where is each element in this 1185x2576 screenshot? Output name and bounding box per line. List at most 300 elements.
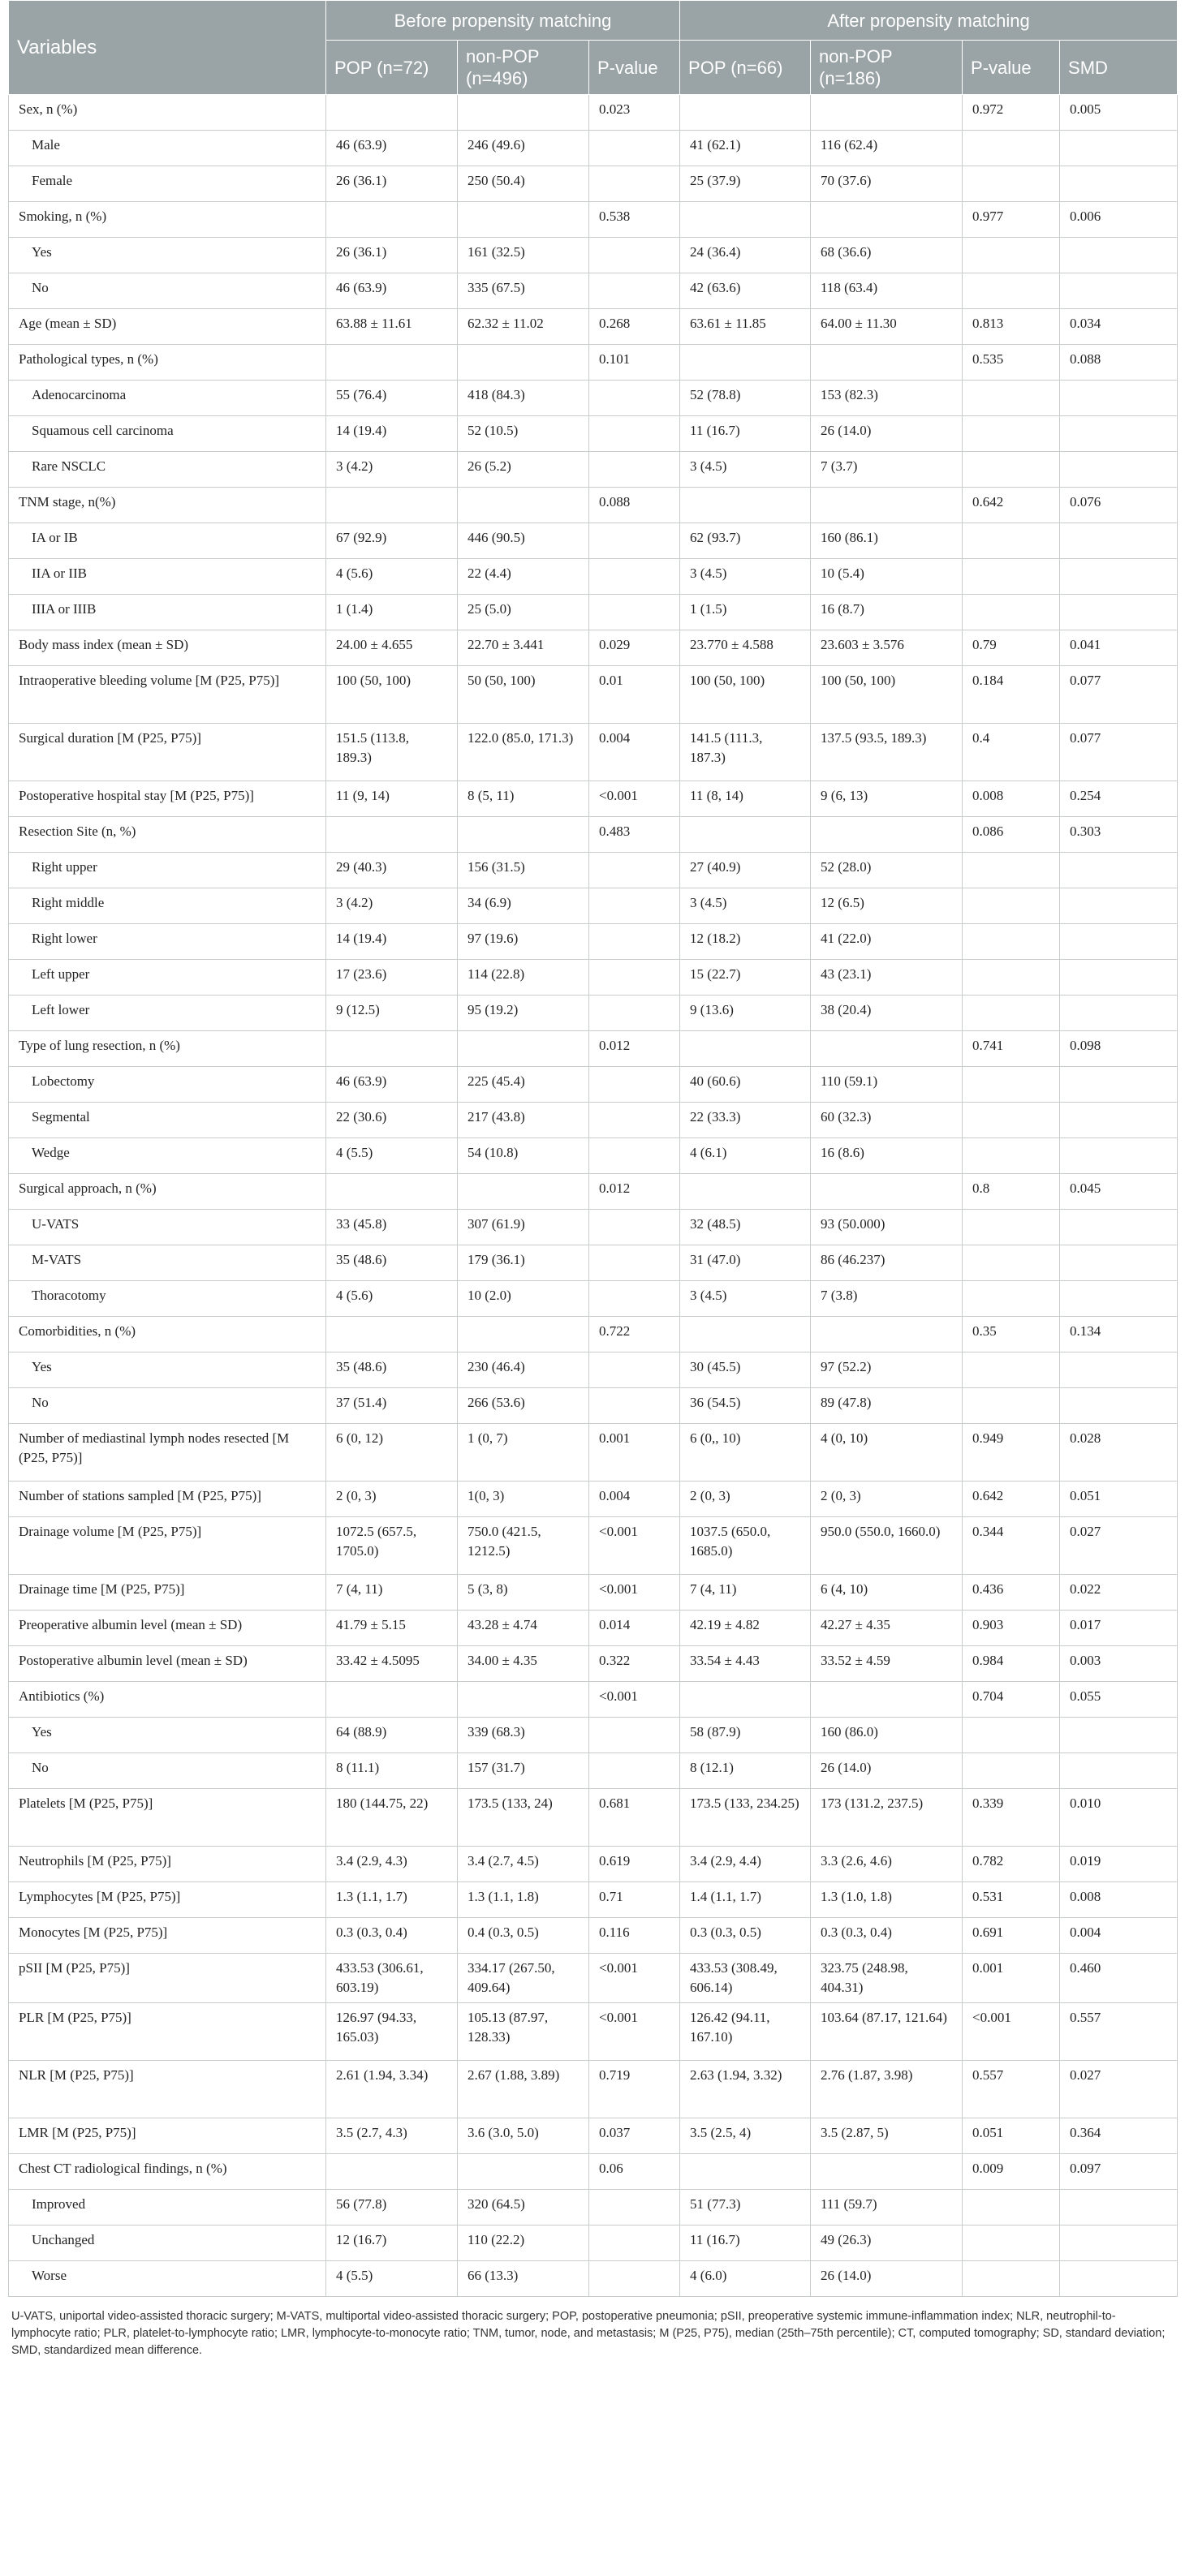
table-cell bbox=[326, 1174, 458, 1210]
table-cell: 151.5 (113.8, 189.3) bbox=[326, 724, 458, 781]
table-cell: 60 (32.3) bbox=[811, 1103, 963, 1138]
table-cell bbox=[589, 273, 680, 309]
table-row bbox=[9, 1031, 1178, 1067]
table-cell: 0.460 bbox=[1060, 1954, 1178, 2003]
table-row bbox=[9, 1103, 1178, 1138]
table-cell: 433.53 (306.61, 603.19) bbox=[326, 1954, 458, 2003]
table-cell bbox=[1060, 381, 1178, 416]
table-cell: 0.436 bbox=[963, 1575, 1060, 1611]
table-cell bbox=[1060, 1353, 1178, 1388]
row-sublabel: Squamous cell carcinoma bbox=[9, 416, 326, 452]
table-cell bbox=[680, 345, 811, 381]
table-cell: 63.61 ± 11.85 bbox=[680, 309, 811, 345]
table-cell: 14 (19.4) bbox=[326, 416, 458, 452]
table-cell: 89 (47.8) bbox=[811, 1388, 963, 1424]
table-cell: 0.051 bbox=[963, 2118, 1060, 2154]
row-label: Age (mean ± SD) bbox=[9, 309, 326, 345]
table-cell bbox=[963, 2226, 1060, 2261]
table-cell bbox=[811, 2154, 963, 2190]
table-row bbox=[9, 781, 1178, 817]
table-cell: 173.5 (133, 234.25) bbox=[680, 1789, 811, 1847]
table-cell: 63.88 ± 11.61 bbox=[326, 309, 458, 345]
row-sublabel: Left lower bbox=[9, 996, 326, 1031]
table-row bbox=[9, 166, 1178, 202]
table-cell bbox=[1060, 131, 1178, 166]
table-cell bbox=[589, 452, 680, 488]
table-cell: 3.4 (2.7, 4.5) bbox=[458, 1847, 589, 1882]
table-cell: 22 (30.6) bbox=[326, 1103, 458, 1138]
table-cell: 0.344 bbox=[963, 1517, 1060, 1575]
table-cell bbox=[589, 416, 680, 452]
table-cell: 266 (53.6) bbox=[458, 1388, 589, 1424]
table-cell: 230 (46.4) bbox=[458, 1353, 589, 1388]
table-cell bbox=[458, 345, 589, 381]
column-header: SMD bbox=[1060, 41, 1178, 95]
table-cell: 3 (4.2) bbox=[326, 452, 458, 488]
table-row bbox=[9, 1245, 1178, 1281]
table-cell bbox=[1060, 523, 1178, 559]
table-cell bbox=[963, 1210, 1060, 1245]
table-cell bbox=[589, 523, 680, 559]
table-cell bbox=[1060, 559, 1178, 595]
table-cell bbox=[963, 2190, 1060, 2226]
table-row bbox=[9, 2190, 1178, 2226]
table-cell: 0.023 bbox=[589, 95, 680, 131]
row-sublabel: Thoracotomy bbox=[9, 1281, 326, 1317]
row-label: Drainage volume [M (P25, P75)] bbox=[9, 1517, 326, 1575]
row-sublabel: No bbox=[9, 273, 326, 309]
table-cell: 0.4 bbox=[963, 724, 1060, 781]
table-row bbox=[9, 488, 1178, 523]
table-cell bbox=[458, 95, 589, 131]
table-cell: 180 (144.75, 22) bbox=[326, 1789, 458, 1847]
table-cell bbox=[1060, 853, 1178, 888]
table-cell: 97 (19.6) bbox=[458, 924, 589, 960]
table-cell bbox=[963, 166, 1060, 202]
row-sublabel: Wedge bbox=[9, 1138, 326, 1174]
table-row bbox=[9, 238, 1178, 273]
table-cell: 0.012 bbox=[589, 1174, 680, 1210]
table-cell: 0.619 bbox=[589, 1847, 680, 1882]
row-sublabel: Lobectomy bbox=[9, 1067, 326, 1103]
table-cell bbox=[589, 595, 680, 630]
table-cell: 24.00 ± 4.655 bbox=[326, 630, 458, 666]
table-cell: 0.704 bbox=[963, 1682, 1060, 1718]
table-cell: <0.001 bbox=[589, 2003, 680, 2061]
table-row bbox=[9, 1517, 1178, 1575]
table-cell: 23.770 ± 4.588 bbox=[680, 630, 811, 666]
row-label: Neutrophils [M (P25, P75)] bbox=[9, 1847, 326, 1882]
table-cell bbox=[589, 1281, 680, 1317]
table-cell: 33.42 ± 4.5095 bbox=[326, 1646, 458, 1682]
table-cell bbox=[811, 1174, 963, 1210]
table-cell: 36 (54.5) bbox=[680, 1388, 811, 1424]
table-cell: 126.97 (94.33, 165.03) bbox=[326, 2003, 458, 2061]
table-cell bbox=[680, 202, 811, 238]
table-cell bbox=[458, 1317, 589, 1353]
table-cell bbox=[1060, 273, 1178, 309]
table-cell: 0.719 bbox=[589, 2061, 680, 2118]
table-cell: 950.0 (550.0, 1660.0) bbox=[811, 1517, 963, 1575]
table-cell bbox=[458, 2154, 589, 2190]
table-cell: 0.535 bbox=[963, 345, 1060, 381]
table-cell: 0.001 bbox=[963, 1954, 1060, 2003]
table-cell: 0.8 bbox=[963, 1174, 1060, 1210]
table-cell: 105.13 (87.97, 128.33) bbox=[458, 2003, 589, 2061]
table-cell bbox=[963, 238, 1060, 273]
table-row bbox=[9, 1646, 1178, 1682]
variables-header: Variables bbox=[9, 1, 326, 95]
table-cell: 55 (76.4) bbox=[326, 381, 458, 416]
table-cell bbox=[1060, 1281, 1178, 1317]
table-cell bbox=[326, 1031, 458, 1067]
table-cell bbox=[1060, 1103, 1178, 1138]
row-label: Number of stations sampled [M (P25, P75)] bbox=[9, 1482, 326, 1517]
row-label: LMR [M (P25, P75)] bbox=[9, 2118, 326, 2154]
table-cell bbox=[1060, 1138, 1178, 1174]
table-cell: 12 (18.2) bbox=[680, 924, 811, 960]
table-cell: 0.055 bbox=[1060, 1682, 1178, 1718]
table-cell: 27 (40.9) bbox=[680, 853, 811, 888]
column-header: non-POP (n=496) bbox=[458, 41, 589, 95]
table-cell: 11 (8, 14) bbox=[680, 781, 811, 817]
table-cell: 64 (88.9) bbox=[326, 1718, 458, 1753]
table-container bbox=[8, 0, 1177, 2359]
table-cell: 0.903 bbox=[963, 1611, 1060, 1646]
table-cell: 307 (61.9) bbox=[458, 1210, 589, 1245]
table-row bbox=[9, 595, 1178, 630]
table-cell: 35 (48.6) bbox=[326, 1353, 458, 1388]
table-cell: 0.722 bbox=[589, 1317, 680, 1353]
table-cell: 14 (19.4) bbox=[326, 924, 458, 960]
table-cell bbox=[589, 888, 680, 924]
table-header bbox=[9, 1, 1178, 95]
table-cell: 16 (8.7) bbox=[811, 595, 963, 630]
table-cell: 43.28 ± 4.74 bbox=[458, 1611, 589, 1646]
table-cell bbox=[589, 1103, 680, 1138]
table-cell: 0.3 (0.3, 0.4) bbox=[326, 1918, 458, 1954]
row-label: pSII [M (P25, P75)] bbox=[9, 1954, 326, 2003]
table-cell: 8 (5, 11) bbox=[458, 781, 589, 817]
row-label: Surgical approach, n (%) bbox=[9, 1174, 326, 1210]
table-row bbox=[9, 1317, 1178, 1353]
table-cell bbox=[1060, 924, 1178, 960]
table-cell: 52 (10.5) bbox=[458, 416, 589, 452]
table-cell: 0.339 bbox=[963, 1789, 1060, 1847]
table-cell bbox=[589, 924, 680, 960]
table-row bbox=[9, 1353, 1178, 1388]
table-cell: 156 (31.5) bbox=[458, 853, 589, 888]
table-cell: 17 (23.6) bbox=[326, 960, 458, 996]
table-cell: 30 (45.5) bbox=[680, 1353, 811, 1388]
table-cell: 114 (22.8) bbox=[458, 960, 589, 996]
table-cell: 23.603 ± 3.576 bbox=[811, 630, 963, 666]
table-cell: 3.4 (2.9, 4.3) bbox=[326, 1847, 458, 1882]
table-cell: 750.0 (421.5, 1212.5) bbox=[458, 1517, 589, 1575]
table-cell: <0.001 bbox=[963, 2003, 1060, 2061]
table-cell: 1.3 (1.0, 1.8) bbox=[811, 1882, 963, 1918]
table-cell: 0.012 bbox=[589, 1031, 680, 1067]
table-cell: 6 (4, 10) bbox=[811, 1575, 963, 1611]
table-cell bbox=[458, 1031, 589, 1067]
table-cell: 33.54 ± 4.43 bbox=[680, 1646, 811, 1682]
table-cell: 0.538 bbox=[589, 202, 680, 238]
table-cell bbox=[1060, 1388, 1178, 1424]
table-cell: 41 (22.0) bbox=[811, 924, 963, 960]
table-cell: 0.086 bbox=[963, 817, 1060, 853]
row-sublabel: No bbox=[9, 1753, 326, 1789]
table-cell bbox=[811, 95, 963, 131]
table-cell: 157 (31.7) bbox=[458, 1753, 589, 1789]
table-cell bbox=[811, 1682, 963, 1718]
table-row bbox=[9, 416, 1178, 452]
table-cell: 0.017 bbox=[1060, 1611, 1178, 1646]
table-cell: 0.184 bbox=[963, 666, 1060, 724]
table-cell bbox=[963, 381, 1060, 416]
table-cell: 2 (0, 3) bbox=[811, 1482, 963, 1517]
table-cell: 52 (78.8) bbox=[680, 381, 811, 416]
table-cell bbox=[963, 996, 1060, 1031]
table-cell: 33 (45.8) bbox=[326, 1210, 458, 1245]
table-cell: 0.4 (0.3, 0.5) bbox=[458, 1918, 589, 1954]
table-cell: 122.0 (85.0, 171.3) bbox=[458, 724, 589, 781]
table-cell: 0.005 bbox=[1060, 95, 1178, 131]
table-cell: 111 (59.7) bbox=[811, 2190, 963, 2226]
table-cell: 26 (14.0) bbox=[811, 416, 963, 452]
table-cell: 433.53 (308.49, 606.14) bbox=[680, 1954, 811, 2003]
table-cell: 0.977 bbox=[963, 202, 1060, 238]
row-sublabel: IIIA or IIIB bbox=[9, 595, 326, 630]
table-cell bbox=[589, 381, 680, 416]
table-cell: 32 (48.5) bbox=[680, 1210, 811, 1245]
table-row bbox=[9, 1718, 1178, 1753]
table-cell: 7 (4, 11) bbox=[326, 1575, 458, 1611]
table-cell: 86 (46.237) bbox=[811, 1245, 963, 1281]
table-cell: 0.014 bbox=[589, 1611, 680, 1646]
table-cell: 4 (5.5) bbox=[326, 2261, 458, 2297]
table-cell: 33.52 ± 4.59 bbox=[811, 1646, 963, 1682]
table-body bbox=[9, 95, 1178, 2297]
table-cell bbox=[1060, 960, 1178, 996]
table-cell: 58 (87.9) bbox=[680, 1718, 811, 1753]
table-cell: 0.984 bbox=[963, 1646, 1060, 1682]
table-cell: 0.028 bbox=[1060, 1424, 1178, 1482]
row-label: Preoperative albumin level (mean ± SD) bbox=[9, 1611, 326, 1646]
table-cell: 0.008 bbox=[1060, 1882, 1178, 1918]
row-label: Drainage time [M (P25, P75)] bbox=[9, 1575, 326, 1611]
table-cell: 2.76 (1.87, 3.98) bbox=[811, 2061, 963, 2118]
table-cell bbox=[589, 1245, 680, 1281]
table-cell: 3.6 (3.0, 5.0) bbox=[458, 2118, 589, 2154]
table-cell: 110 (22.2) bbox=[458, 2226, 589, 2261]
table-row bbox=[9, 1210, 1178, 1245]
column-header: POP (n=66) bbox=[680, 41, 811, 95]
table-cell: 100 (50, 100) bbox=[326, 666, 458, 724]
table-cell: 0.029 bbox=[589, 630, 680, 666]
table-cell: 26 (36.1) bbox=[326, 238, 458, 273]
table-row bbox=[9, 1482, 1178, 1517]
table-cell: 0.949 bbox=[963, 1424, 1060, 1482]
row-label: PLR [M (P25, P75)] bbox=[9, 2003, 326, 2061]
table-cell: 1.3 (1.1, 1.7) bbox=[326, 1882, 458, 1918]
table-cell: 2 (0, 3) bbox=[680, 1482, 811, 1517]
table-cell: 31 (47.0) bbox=[680, 1245, 811, 1281]
table-cell: 26 (14.0) bbox=[811, 1753, 963, 1789]
table-cell: 34.00 ± 4.35 bbox=[458, 1646, 589, 1682]
table-cell bbox=[811, 202, 963, 238]
table-cell bbox=[811, 488, 963, 523]
table-cell: 0.077 bbox=[1060, 724, 1178, 781]
row-label: Pathological types, n (%) bbox=[9, 345, 326, 381]
table-cell: 3.5 (2.7, 4.3) bbox=[326, 2118, 458, 2154]
table-cell: 70 (37.6) bbox=[811, 166, 963, 202]
table-cell: 2.67 (1.88, 3.89) bbox=[458, 2061, 589, 2118]
after-matching-header: After propensity matching bbox=[680, 1, 1178, 41]
table-cell bbox=[1060, 1753, 1178, 1789]
table-cell: 0.813 bbox=[963, 309, 1060, 345]
table-cell: 161 (32.5) bbox=[458, 238, 589, 273]
table-cell bbox=[1060, 996, 1178, 1031]
table-cell: 11 (16.7) bbox=[680, 416, 811, 452]
table-cell: 179 (36.1) bbox=[458, 1245, 589, 1281]
table-cell bbox=[680, 1317, 811, 1353]
table-cell: 42.27 ± 4.35 bbox=[811, 1611, 963, 1646]
table-cell: 0.003 bbox=[1060, 1646, 1178, 1682]
table-row bbox=[9, 1611, 1178, 1646]
table-row bbox=[9, 1067, 1178, 1103]
propensity-matching-table bbox=[8, 0, 1178, 2297]
table-row bbox=[9, 1138, 1178, 1174]
table-cell: 51 (77.3) bbox=[680, 2190, 811, 2226]
table-cell: 97 (52.2) bbox=[811, 1353, 963, 1388]
table-row bbox=[9, 345, 1178, 381]
table-row bbox=[9, 2118, 1178, 2154]
table-cell bbox=[1060, 888, 1178, 924]
table-cell bbox=[1060, 2190, 1178, 2226]
table-cell: 26 (5.2) bbox=[458, 452, 589, 488]
table-cell bbox=[458, 817, 589, 853]
table-cell bbox=[458, 202, 589, 238]
table-cell: <0.001 bbox=[589, 1517, 680, 1575]
table-cell bbox=[963, 853, 1060, 888]
table-cell: 0.004 bbox=[589, 724, 680, 781]
table-cell: 0.009 bbox=[963, 2154, 1060, 2190]
table-row bbox=[9, 2061, 1178, 2118]
table-cell: 50 (50, 100) bbox=[458, 666, 589, 724]
table-cell bbox=[963, 1245, 1060, 1281]
table-cell: 1.4 (1.1, 1.7) bbox=[680, 1882, 811, 1918]
table-cell bbox=[963, 1138, 1060, 1174]
table-cell: 56 (77.8) bbox=[326, 2190, 458, 2226]
table-cell: 22.70 ± 3.441 bbox=[458, 630, 589, 666]
table-cell: 103.64 (87.17, 121.64) bbox=[811, 2003, 963, 2061]
table-cell bbox=[963, 1067, 1060, 1103]
table-cell: 26 (36.1) bbox=[326, 166, 458, 202]
table-row bbox=[9, 202, 1178, 238]
table-cell: 16 (8.6) bbox=[811, 1138, 963, 1174]
table-cell: 3.5 (2.87, 5) bbox=[811, 2118, 963, 2154]
table-cell: 0.116 bbox=[589, 1918, 680, 1954]
row-sublabel: Adenocarcinoma bbox=[9, 381, 326, 416]
table-cell: 6 (0, 12) bbox=[326, 1424, 458, 1482]
table-cell bbox=[680, 2154, 811, 2190]
table-cell: 100 (50, 100) bbox=[680, 666, 811, 724]
table-cell bbox=[589, 1067, 680, 1103]
row-label: Intraoperative bleeding volume [M (P25, P75)] bbox=[9, 666, 326, 724]
table-cell: 0.037 bbox=[589, 2118, 680, 2154]
table-cell: 5 (3, 8) bbox=[458, 1575, 589, 1611]
row-sublabel: Rare NSCLC bbox=[9, 452, 326, 488]
row-label: Surgical duration [M (P25, P75)] bbox=[9, 724, 326, 781]
row-sublabel: U-VATS bbox=[9, 1210, 326, 1245]
table-cell: 0.088 bbox=[589, 488, 680, 523]
table-row bbox=[9, 452, 1178, 488]
table-cell bbox=[963, 416, 1060, 452]
table-cell: 0.35 bbox=[963, 1317, 1060, 1353]
table-cell: 66 (13.3) bbox=[458, 2261, 589, 2297]
table-cell bbox=[1060, 452, 1178, 488]
table-cell: 0.303 bbox=[1060, 817, 1178, 853]
table-cell: 8 (12.1) bbox=[680, 1753, 811, 1789]
row-sublabel: Worse bbox=[9, 2261, 326, 2297]
column-header: POP (n=72) bbox=[326, 41, 458, 95]
table-cell: 49 (26.3) bbox=[811, 2226, 963, 2261]
table-cell: 12 (6.5) bbox=[811, 888, 963, 924]
row-sublabel: IA or IB bbox=[9, 523, 326, 559]
table-cell: 0.034 bbox=[1060, 309, 1178, 345]
table-cell: 0.483 bbox=[589, 817, 680, 853]
table-cell: 22 (4.4) bbox=[458, 559, 589, 595]
row-sublabel: Right middle bbox=[9, 888, 326, 924]
table-cell: 7 (3.7) bbox=[811, 452, 963, 488]
table-cell bbox=[326, 202, 458, 238]
table-cell: 6 (0,, 10) bbox=[680, 1424, 811, 1482]
table-cell: 0.741 bbox=[963, 1031, 1060, 1067]
table-cell: 3.4 (2.9, 4.4) bbox=[680, 1847, 811, 1882]
table-cell bbox=[680, 488, 811, 523]
table-cell: 12 (16.7) bbox=[326, 2226, 458, 2261]
table-cell: 0.681 bbox=[589, 1789, 680, 1847]
table-cell: 42 (63.6) bbox=[680, 273, 811, 309]
table-cell: 0.008 bbox=[963, 781, 1060, 817]
table-cell: 1072.5 (657.5, 1705.0) bbox=[326, 1517, 458, 1575]
table-cell bbox=[1060, 166, 1178, 202]
table-row bbox=[9, 131, 1178, 166]
table-cell bbox=[326, 345, 458, 381]
table-cell: 41.79 ± 5.15 bbox=[326, 1611, 458, 1646]
table-cell bbox=[963, 131, 1060, 166]
table-cell: 0.3 (0.3, 0.4) bbox=[811, 1918, 963, 1954]
table-cell: 7 (4, 11) bbox=[680, 1575, 811, 1611]
table-cell: 116 (62.4) bbox=[811, 131, 963, 166]
table-row bbox=[9, 1682, 1178, 1718]
table-cell: 323.75 (248.98, 404.31) bbox=[811, 1954, 963, 2003]
row-sublabel: Right upper bbox=[9, 853, 326, 888]
table-cell bbox=[963, 1281, 1060, 1317]
table-row bbox=[9, 559, 1178, 595]
table-cell bbox=[1060, 416, 1178, 452]
table-row bbox=[9, 817, 1178, 853]
table-cell: 24 (36.4) bbox=[680, 238, 811, 273]
table-cell: 10 (2.0) bbox=[458, 1281, 589, 1317]
table-cell bbox=[589, 1210, 680, 1245]
table-cell: 339 (68.3) bbox=[458, 1718, 589, 1753]
table-cell bbox=[963, 1753, 1060, 1789]
table-cell bbox=[589, 559, 680, 595]
table-cell bbox=[963, 523, 1060, 559]
table-row bbox=[9, 2226, 1178, 2261]
table-cell bbox=[963, 924, 1060, 960]
